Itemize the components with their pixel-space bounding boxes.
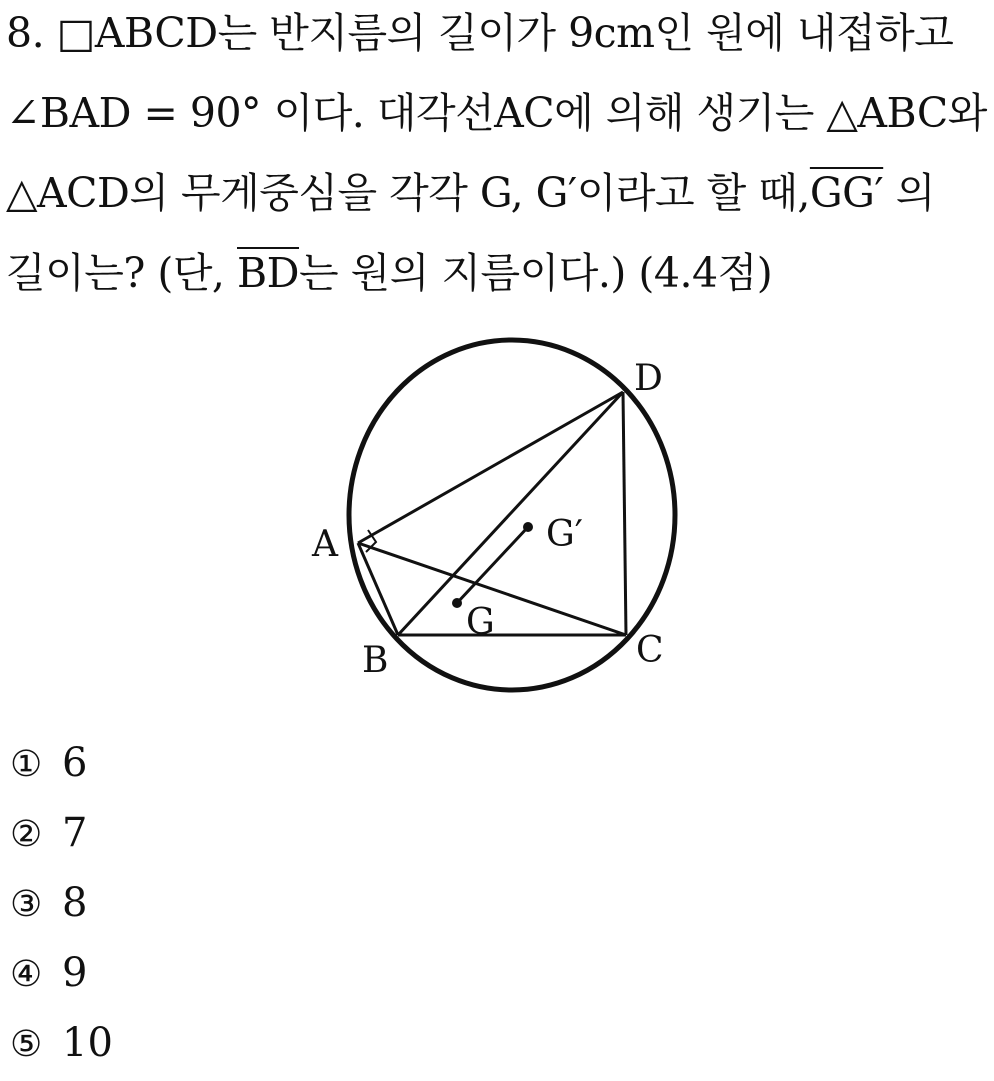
question-text-4b: 는 원의 지름이다.) (4.4점): [299, 249, 773, 297]
choice-2[interactable]: [10, 798, 113, 868]
choice-1-value: 6: [62, 740, 88, 786]
segment-ad: [358, 392, 623, 543]
segment-gg-prime: GG′: [809, 169, 884, 217]
question-text-3b: 의: [883, 169, 935, 217]
label-d: D: [634, 358, 663, 399]
segment-cd: [623, 392, 626, 635]
question-text-4a: 길이는? (단,: [6, 249, 237, 297]
choice-2-value: 7: [62, 810, 88, 856]
label-b: B: [362, 640, 389, 681]
question-line-4: [6, 248, 984, 298]
segment-bd: [398, 392, 623, 635]
geometry-figure: [290, 330, 710, 710]
point-g: [452, 598, 462, 608]
choice-3-value: 8: [62, 880, 88, 926]
point-g-prime: [523, 522, 533, 532]
answer-choices: [10, 728, 113, 1078]
question-line-2: [6, 88, 987, 138]
choice-2-number: ②: [10, 814, 43, 855]
choice-5[interactable]: [10, 1008, 113, 1078]
segment-g-gprime: [457, 527, 528, 603]
question-text-3a: △ACD의 무게중심을 각각 G, G′이라고 할 때,: [6, 169, 810, 217]
choice-5-number: ⑤: [10, 1024, 43, 1065]
choice-4-number: ④: [10, 954, 43, 995]
label-g-prime: G′: [546, 514, 583, 555]
label-g: G: [466, 602, 495, 643]
circumscribed-circle: [349, 340, 675, 690]
segment-bd: $\overline{BD}$: [237, 249, 300, 297]
choice-1[interactable]: [10, 728, 113, 798]
geometry-diagram: [290, 330, 710, 710]
label-a: A: [312, 524, 338, 565]
choice-4-value: 9: [62, 950, 88, 996]
question-line-1: [6, 8, 984, 58]
choice-3[interactable]: [10, 868, 113, 938]
choice-1-number: ①: [10, 744, 43, 785]
choice-5-value: 10: [62, 1020, 113, 1066]
question-text-2: ∠BAD = 90° 이다. 대각선AC에 의해 생기는 △ABC와: [6, 89, 987, 137]
question-line-3: [6, 168, 984, 218]
choice-3-number: ③: [10, 884, 43, 925]
label-c: C: [636, 630, 664, 671]
choice-4[interactable]: [10, 938, 113, 1008]
question-text-1: 8. □ABCD는 반지름의 길이가 9cm인 원에 내접하고: [6, 9, 954, 57]
